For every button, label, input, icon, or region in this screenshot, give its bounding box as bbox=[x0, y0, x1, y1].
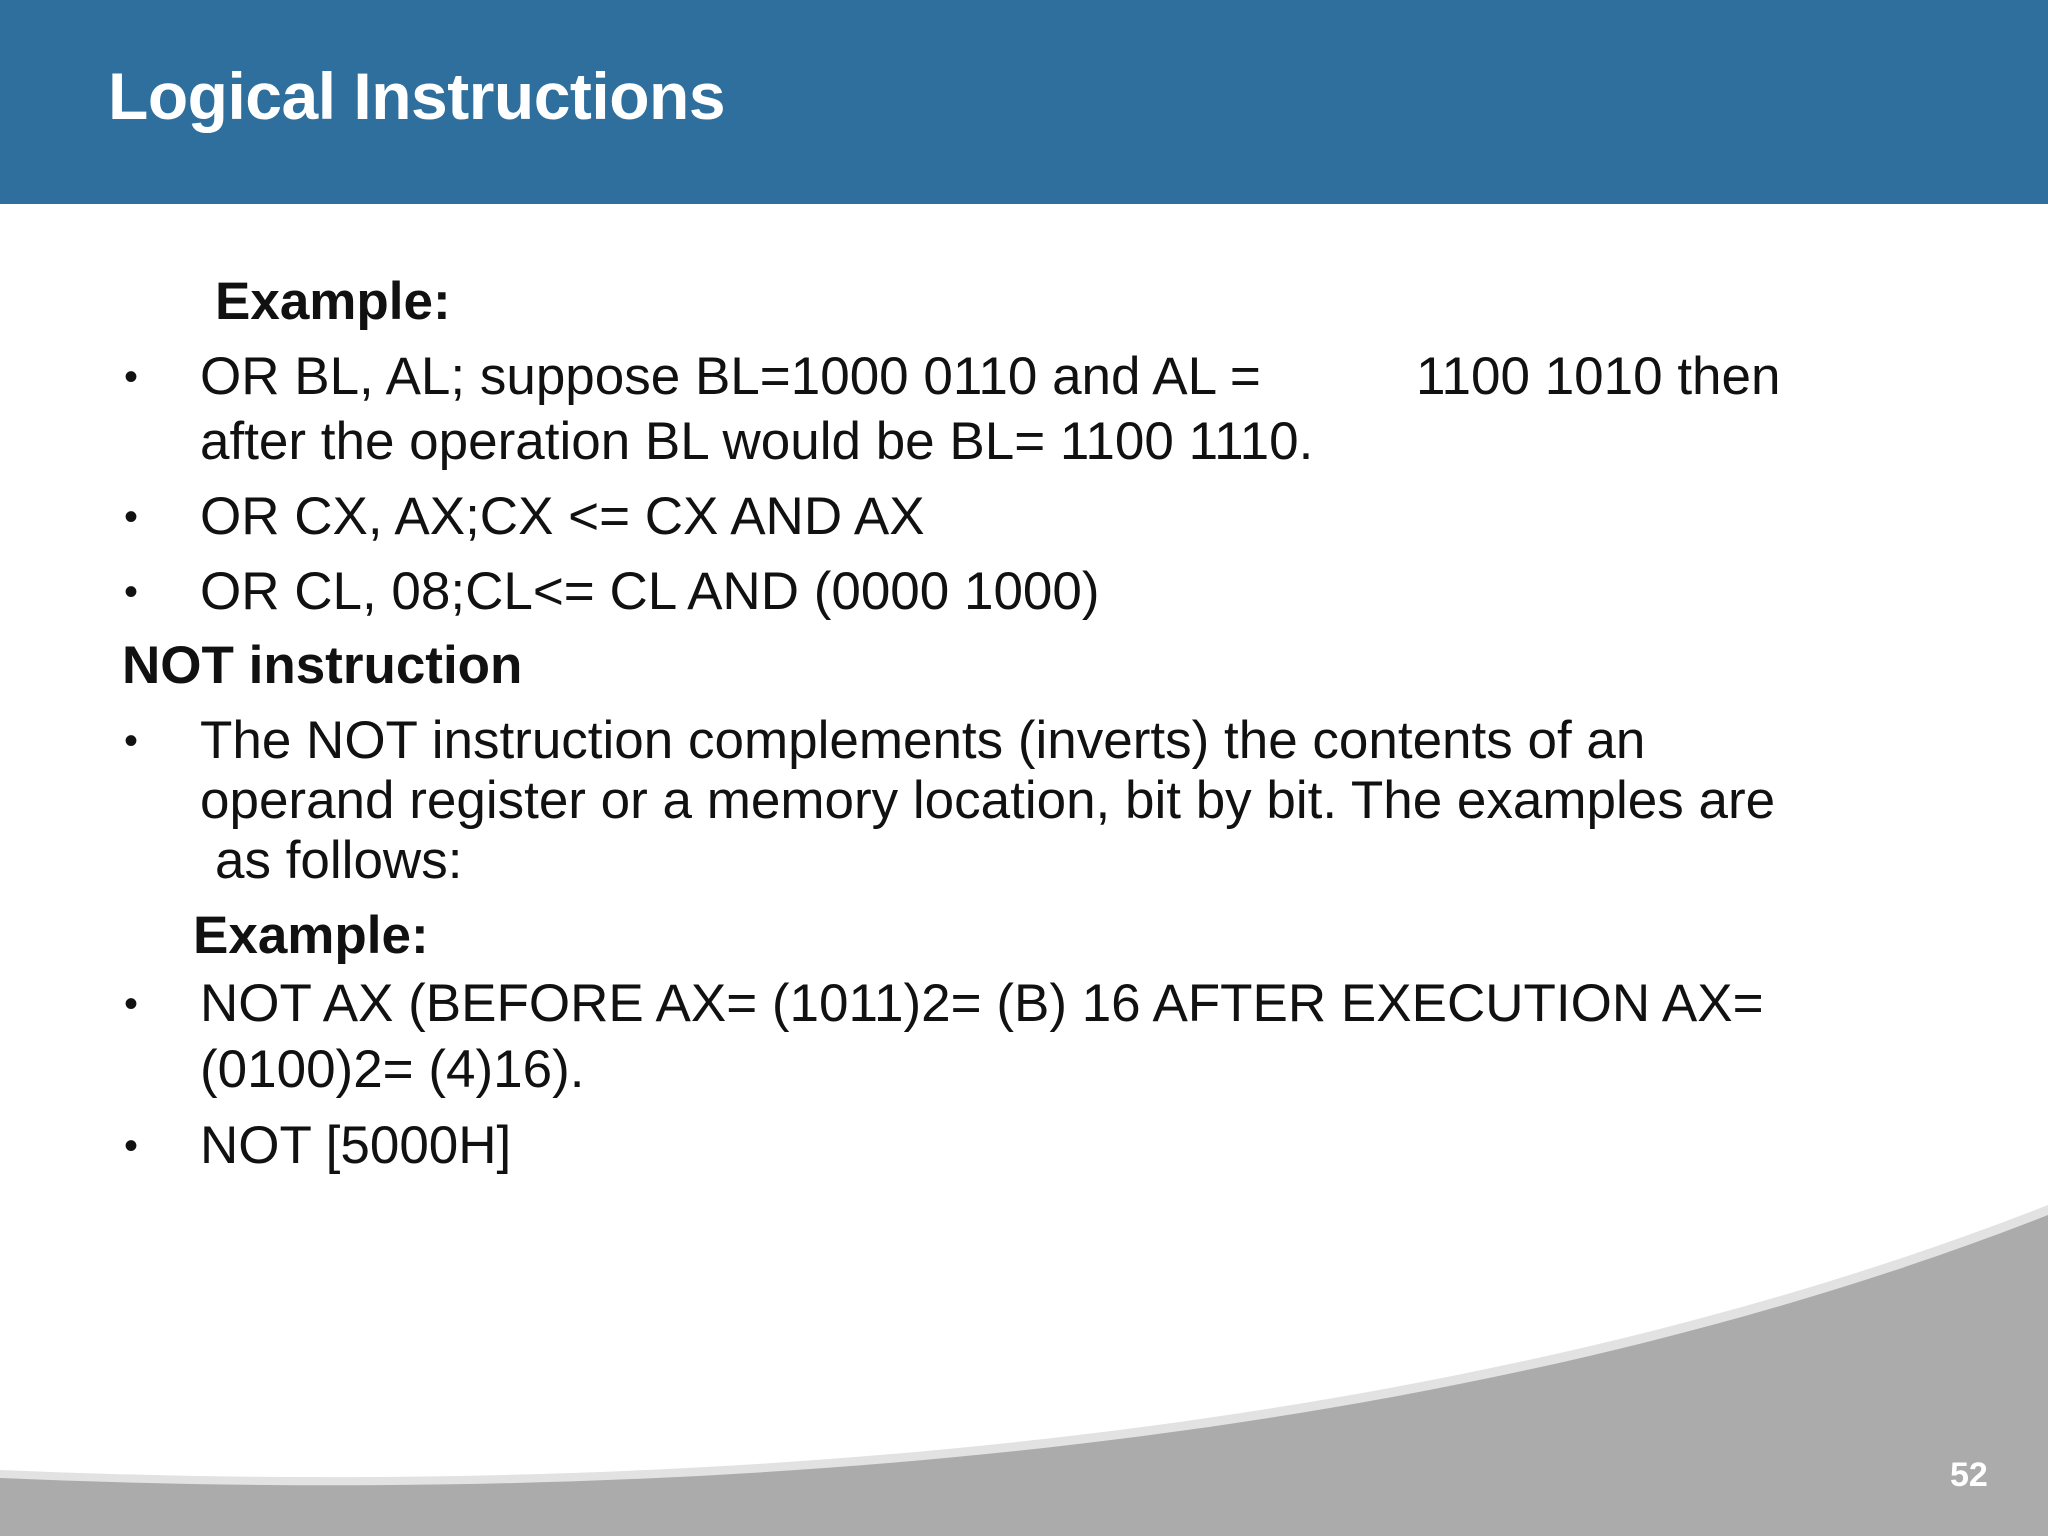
not-ax-text-line2: (0100)2= (4)16). bbox=[200, 1040, 585, 1099]
bullet: • bbox=[124, 719, 139, 763]
not-desc-line3: as follows: bbox=[215, 831, 463, 890]
example-heading: Example: bbox=[215, 272, 451, 331]
bullet: • bbox=[124, 355, 139, 399]
slide-title: Logical Instructions bbox=[108, 59, 726, 133]
not-desc-line2: operand register or a memory location, bit by bit. The examples are bbox=[200, 771, 1776, 830]
bullet: • bbox=[124, 1124, 139, 1168]
or-cl-text: OR CL, 08;CL<= CL AND (0000 1000) bbox=[200, 562, 1100, 621]
bullet: • bbox=[124, 982, 139, 1026]
or-cx-text: OR CX, AX;CX <= CX AND AX bbox=[200, 487, 925, 546]
or-bl-text-value: 1100 1010 then bbox=[1416, 347, 1781, 406]
bullet: • bbox=[124, 570, 139, 614]
not-ax-text-line1: NOT AX (BEFORE AX= (1011)2= (B) 16 AFTER EXECUTION AX= bbox=[200, 974, 1764, 1033]
not-desc-line1: The NOT instruction complements (inverts) the contents of an bbox=[200, 711, 1646, 770]
or-bl-text-line1: OR BL, AL; suppose BL=1000 0110 and AL = bbox=[200, 347, 1261, 406]
not-mem-text: NOT [5000H] bbox=[200, 1116, 512, 1175]
page-number: 52 bbox=[1950, 1456, 1988, 1494]
or-bl-text-line2: after the operation BL would be BL= 1100 1110. bbox=[200, 412, 1314, 471]
bullet: • bbox=[124, 495, 139, 539]
example-heading: Example: bbox=[193, 906, 429, 965]
not-instruction-heading: NOT instruction bbox=[122, 636, 523, 695]
